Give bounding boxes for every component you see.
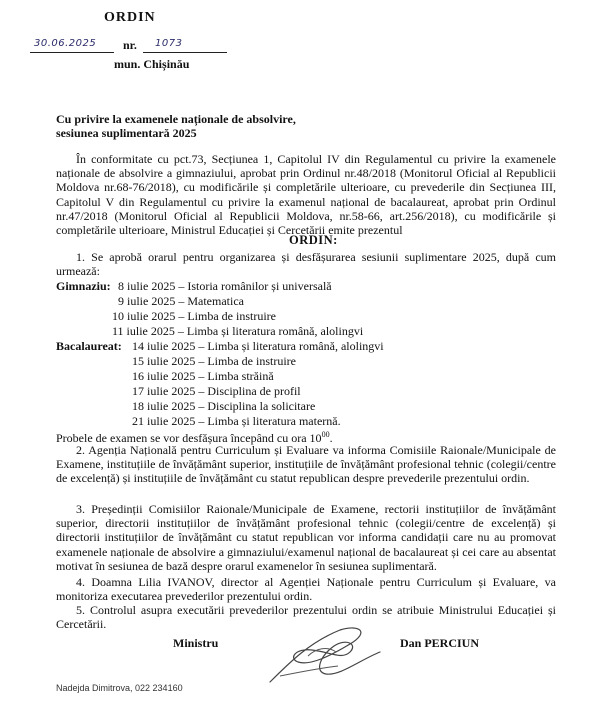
document-title: ORDIN — [104, 10, 156, 25]
item-3-paragraph: 3. Președinții Comisiilor Raionale/Municipale de Examene, rectorii instituțiilor de învățământ superior, directorii instituțiilor de învățământ profesional tehnic (colegii/centre de excelență) și directorii instituțiilor de învățământ cu statut republican vor informa candidații care nu au promovat examenele naționale de absolvire a gimnaziului/examenul național de bacalaureat și cei care au absentat motivat în sesiunea de bază despre orarul examenelor în sesiunea suplimentară. — [56, 502, 556, 573]
item-1-intro: 1. Se aprobă orarul pentru organizarea și desfășurarea sesiunii suplimentare 2025, după cum urmează: — [56, 250, 556, 279]
subject-block — [56, 112, 296, 140]
signatory-role: Ministru — [173, 636, 219, 650]
gimnaziu-row: 11 iulie 2025 – Limba și literatura română, alolingvi — [112, 324, 364, 338]
item-4-paragraph: 4. Doamna Lilia IVANOV, director al Agenției Naționale pentru Curriculum și Evaluare, va monitoriza executarea prevederilor prezentului ordin. — [56, 575, 556, 604]
bacalaureat-row: 18 iulie 2025 – Disciplina la solicitare — [132, 399, 316, 413]
number-label: nr. — [123, 38, 137, 52]
bacalaureat-row: 21 iulie 2025 – Limba și literatura maternă. — [132, 414, 341, 428]
ordin-heading: ORDIN: — [289, 233, 338, 247]
gimnaziu-row: 10 iulie 2025 – Limba de instruire — [112, 309, 276, 323]
date-line — [30, 40, 114, 53]
gimnaziu-row: 8 iulie 2025 – Istoria românilor și universală — [118, 279, 332, 293]
exam-time-text: Probele de examen se vor desfășura începând cu ora 10 — [56, 431, 322, 445]
exam-time-end: . — [329, 431, 333, 445]
date-field — [30, 38, 114, 53]
handwritten-number: 1073 — [155, 38, 183, 49]
item-5-paragraph: 5. Controlul asupra executării prevederilor prezentului ordin se atribuie Ministrului Educației și Cercetării. — [56, 603, 556, 632]
handwritten-signature — [250, 622, 390, 692]
bacalaureat-label: Bacalaureat: — [56, 339, 122, 353]
handwritten-date: 30.06.2025 — [34, 38, 97, 49]
city-line: mun. Chișinău — [114, 57, 190, 71]
bacalaureat-row: 15 iulie 2025 – Limba de instruire — [132, 354, 296, 368]
subject-line-1: Cu privire la examenele naționale de absolvire, — [56, 112, 296, 126]
subject-line-2: sesiunea suplimentară 2025 — [56, 126, 197, 140]
bacalaureat-row: 14 iulie 2025 – Limba și literatura română, alolingvi — [132, 339, 384, 353]
preamble-paragraph: În conformitate cu pct.73, Secțiunea 1, Capitolul IV din Regulamentul cu privire la examenele naționale de absolvire a gimnaziului, aprobat prin Ordinul nr.48/2018 (Monitorul Oficial al Republicii Moldova nr.68-76/2018), cu modificările și completările ulterioare, cu prevederile din Secțiunea III, Capitolul V din Regulamentul cu privire la examenul național de bacalaureat, aprobat prin Ordinul nr.47/2018 (Monitorul Oficial al Republicii Moldova, nr.58-66, art.256/2018), cu modificările și completările ulterioare, Ministrul Educației și Cercetării emite prezentul — [56, 152, 556, 238]
contact-footer: Nadejda Dimitrova, 022 234160 — [56, 683, 183, 693]
number-field — [143, 38, 227, 53]
bacalaureat-row: 17 iulie 2025 – Disciplina de profil — [132, 384, 301, 398]
bacalaureat-row: 16 iulie 2025 – Limba străină — [132, 369, 274, 383]
gimnaziu-label: Gimnaziu: — [56, 279, 111, 293]
signatory-name: Dan PERCIUN — [400, 636, 480, 650]
number-line — [143, 40, 227, 53]
item-2-paragraph: 2. Agenția Națională pentru Curriculum și Evaluare va informa Comisiile Raionale/Municipale de Examene, instituțiile de învățământ superior, instituțiile de învățământ profesional tehnic (colegii/centre de excelență) și instituțiile de învățământ cu statut republican despre prevederile prezentului ordin. — [56, 443, 556, 486]
exam-time-minutes: 00 — [321, 430, 330, 439]
gimnaziu-row: 9 iulie 2025 – Matematica — [118, 294, 244, 308]
